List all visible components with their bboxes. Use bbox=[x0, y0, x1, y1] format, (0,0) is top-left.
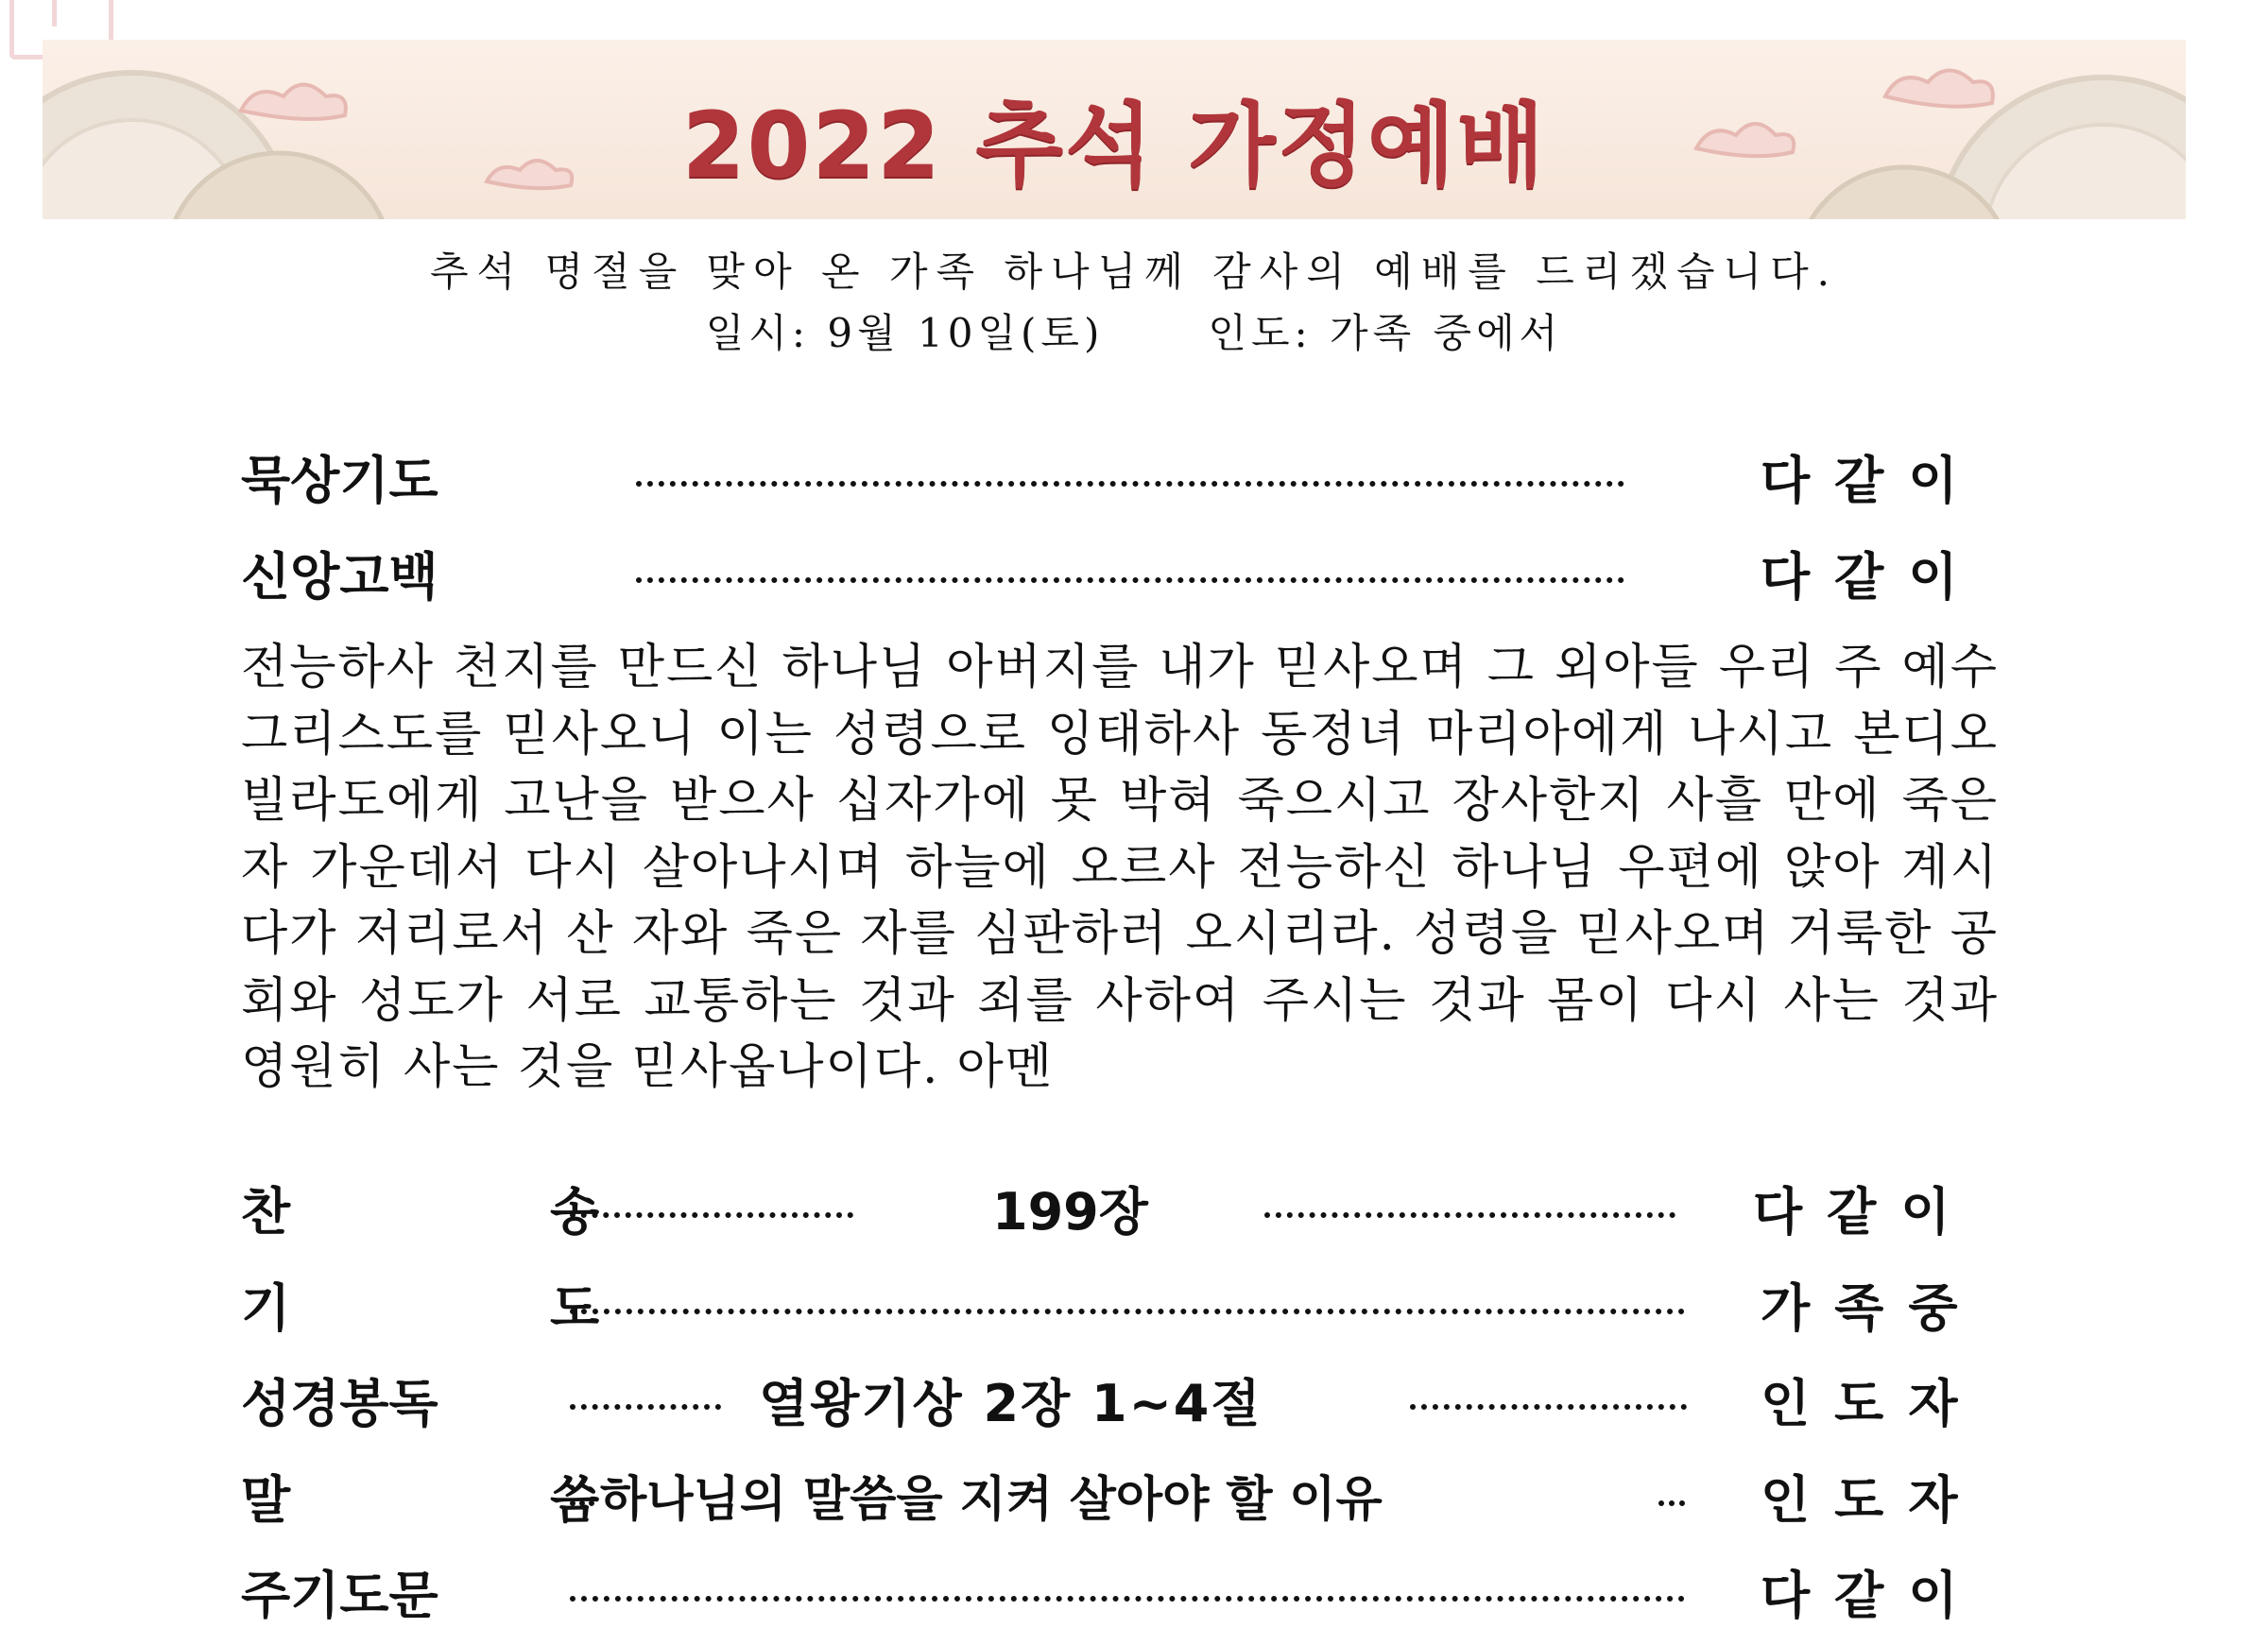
order-label: 말 씀 bbox=[241, 1470, 721, 1530]
leader-dots bbox=[1264, 1212, 1675, 1218]
leader-dots bbox=[1410, 1404, 1687, 1410]
leader-dots bbox=[570, 1500, 594, 1506]
leader-dots bbox=[570, 1404, 721, 1410]
page-title: 2022 추석 가정예배 bbox=[681, 93, 1547, 198]
order-label: 묵상기도 bbox=[241, 451, 438, 510]
title-banner bbox=[43, 40, 2186, 219]
order-label: 주기도문 bbox=[241, 1566, 438, 1625]
order-participant: 가족중 bbox=[1761, 1278, 1983, 1338]
order-label: 성경봉독 bbox=[241, 1374, 438, 1433]
order-participant: 인도자 bbox=[1761, 1374, 1983, 1433]
order-label: 신앙고백 bbox=[241, 547, 438, 607]
order-participant: 다같이 bbox=[1761, 1566, 1983, 1625]
apostles-creed-text: 전능하사 천지를 만드신 하나님 아버지를 내가 믿사오며 그 외아들 우리 주 예수 그리스도를 믿사오니 이는 성령으로 잉태하사 동정녀 마리아에게 나시고 본디오 빌라도에게 고난을 받으사 십자가에 못 박혀 죽으시고 장사한지 사흘 만에 죽은 자 가운데서 다시 살아나시며 하늘에 오르사 전능하신 하나님 우편에 앉아 계시다가 저리로서 산 자와 죽은 자를 심판하러 오시리라. 성령을 믿사오며 거룩한 공회와 성도가 서로 교통하는 것과 죄를 사하여 주시는 것과 몸이 다시 사는 것과 영원히 사는 것을 믿사옵나이다. 아멘 bbox=[241, 640, 1999, 1095]
order-participant: 다같이 bbox=[1761, 451, 1983, 510]
order-participant: 다같이 bbox=[1753, 1182, 1975, 1242]
service-info bbox=[0, 302, 2268, 359]
leader-dots bbox=[1658, 1500, 1685, 1506]
order-participant: 다같이 bbox=[1761, 547, 1983, 607]
scripture-reference: 열왕기상 2장 1~4절 bbox=[759, 1374, 1263, 1433]
order-label: 찬 송 bbox=[241, 1182, 721, 1242]
leader-dots bbox=[570, 1309, 1685, 1314]
service-date: 일시: 9월 10일(토) bbox=[705, 310, 1105, 356]
hymn-number: 199장 bbox=[992, 1182, 1148, 1242]
leader-dots bbox=[570, 1596, 1685, 1602]
intro-text: 추석 명절을 맞아 온 가족 하나님께 감사의 예배를 드리겠습니다. bbox=[429, 248, 1839, 295]
sermon-title: 하나님의 말씀을 지켜 살아야 할 이유 bbox=[600, 1472, 1383, 1528]
service-leader: 인도: 가족 중에서 bbox=[1208, 310, 1563, 356]
leader-dots bbox=[636, 577, 1624, 583]
leader-dots bbox=[570, 1212, 853, 1218]
leader-dots bbox=[636, 481, 1624, 487]
order-participant: 인도자 bbox=[1761, 1470, 1983, 1530]
order-label: 기 도 bbox=[241, 1278, 721, 1338]
